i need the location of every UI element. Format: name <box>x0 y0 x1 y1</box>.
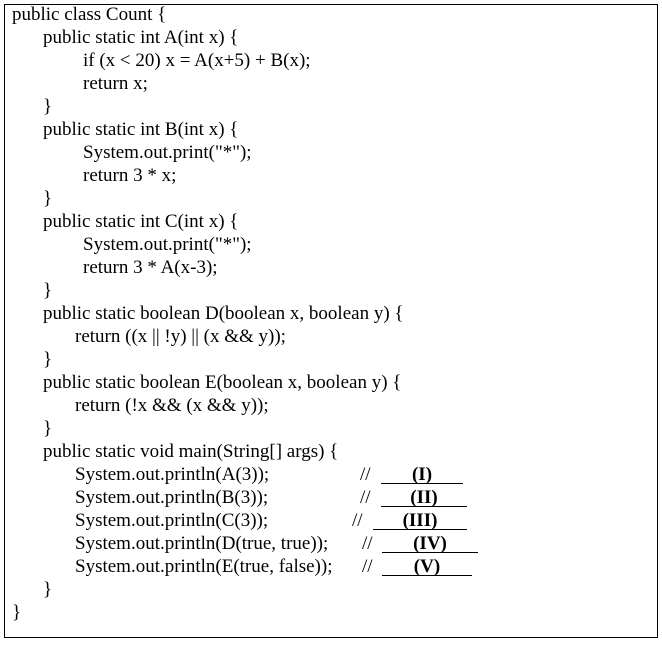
code-line: public static int A(int x) { <box>43 27 239 48</box>
code-line: if (x < 20) x = A(x+5) + B(x); <box>83 50 311 71</box>
code-line: } <box>43 96 53 117</box>
answer-blank-4: (IV) <box>382 532 478 553</box>
answer-blank-1: (I) <box>381 463 463 484</box>
code-line: System.out.println(D(true, true)); <box>75 533 329 554</box>
code-line: public static boolean E(boolean x, boolean y) { <box>43 372 402 393</box>
code-line: } <box>12 602 22 623</box>
code-line: } <box>43 280 53 301</box>
answer-blank-3: (III) <box>373 509 467 530</box>
code-line: public static int C(int x) { <box>43 211 239 232</box>
comment-marker: // <box>360 464 371 485</box>
code-line: return 3 * x; <box>83 165 177 186</box>
code-line: System.out.println(A(3)); <box>75 464 270 485</box>
code-line: return 3 * A(x-3); <box>83 257 218 278</box>
code-line: return ((x || !y) || (x && y)); <box>75 326 286 347</box>
code-line: public static int B(int x) { <box>43 119 239 140</box>
code-line: System.out.println(B(3)); <box>75 487 269 508</box>
code-line: public static boolean D(boolean x, boolean y) { <box>43 303 404 324</box>
answer-blank-5: (V) <box>382 555 472 576</box>
comment-marker: // <box>362 533 373 554</box>
code-line: } <box>43 579 53 600</box>
answer-blank-2: (II) <box>381 486 467 507</box>
code-line: System.out.print("*"); <box>83 142 252 163</box>
comment-marker: // <box>352 510 363 531</box>
code-line: } <box>43 188 53 209</box>
code-line: System.out.println(C(3)); <box>75 510 269 531</box>
code-line: System.out.println(E(true, false)); <box>75 556 333 577</box>
code-line: System.out.print("*"); <box>83 234 252 255</box>
code-line: public static void main(String[] args) { <box>43 441 339 462</box>
code-line: } <box>43 349 53 370</box>
code-line: return (!x && (x && y)); <box>75 395 269 416</box>
code-line: public class Count { <box>12 4 167 25</box>
code-line: return x; <box>83 73 148 94</box>
code-line: } <box>43 418 53 439</box>
comment-marker: // <box>362 556 373 577</box>
comment-marker: // <box>360 487 371 508</box>
